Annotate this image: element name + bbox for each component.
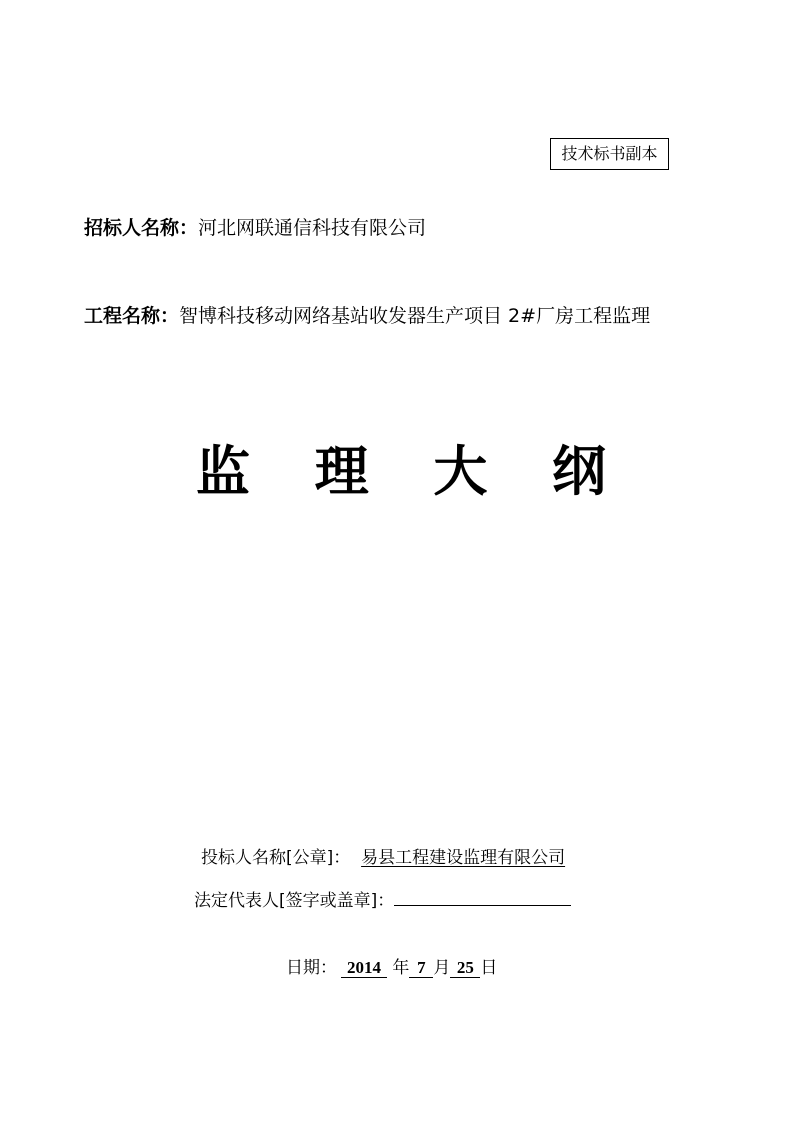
tenderer-line (84, 216, 426, 240)
project-label: 工程名称： (84, 305, 180, 327)
date-day: 25 (450, 959, 480, 978)
title-char-2: 理 (314, 438, 369, 503)
copy-label: 技术标书副本 (561, 144, 658, 163)
title-char-1: 监 (196, 438, 250, 503)
project-value: 智博科技移动网络基站收发器生产项目 2#厂房工程监理 (179, 305, 651, 327)
date-month-unit: 月 (433, 958, 451, 978)
tenderer-label: 招标人名称： (84, 217, 199, 239)
copy-label-box (550, 138, 669, 170)
representative-line (194, 889, 571, 912)
project-line (84, 304, 650, 328)
bidder-label: 投标人名称[公章]： (201, 848, 351, 868)
date-line (286, 957, 497, 979)
date-year-unit: 年 (392, 958, 410, 978)
title-char-3: 大 (433, 438, 488, 503)
date-month: 7 (409, 959, 433, 978)
representative-label: 法定代表人[签字或盖章]： (194, 891, 395, 911)
date-day-unit: 日 (480, 958, 498, 978)
tenderer-value: 河北网联通信科技有限公司 (198, 217, 427, 239)
document-title (196, 432, 606, 502)
date-label: 日期： (286, 958, 337, 978)
title-char-4: 纲 (551, 438, 606, 503)
signature-blank[interactable] (394, 889, 571, 906)
bidder-line (201, 847, 565, 869)
bidder-value: 易县工程建设监理有限公司 (361, 848, 566, 868)
date-year: 2014 (341, 959, 387, 978)
